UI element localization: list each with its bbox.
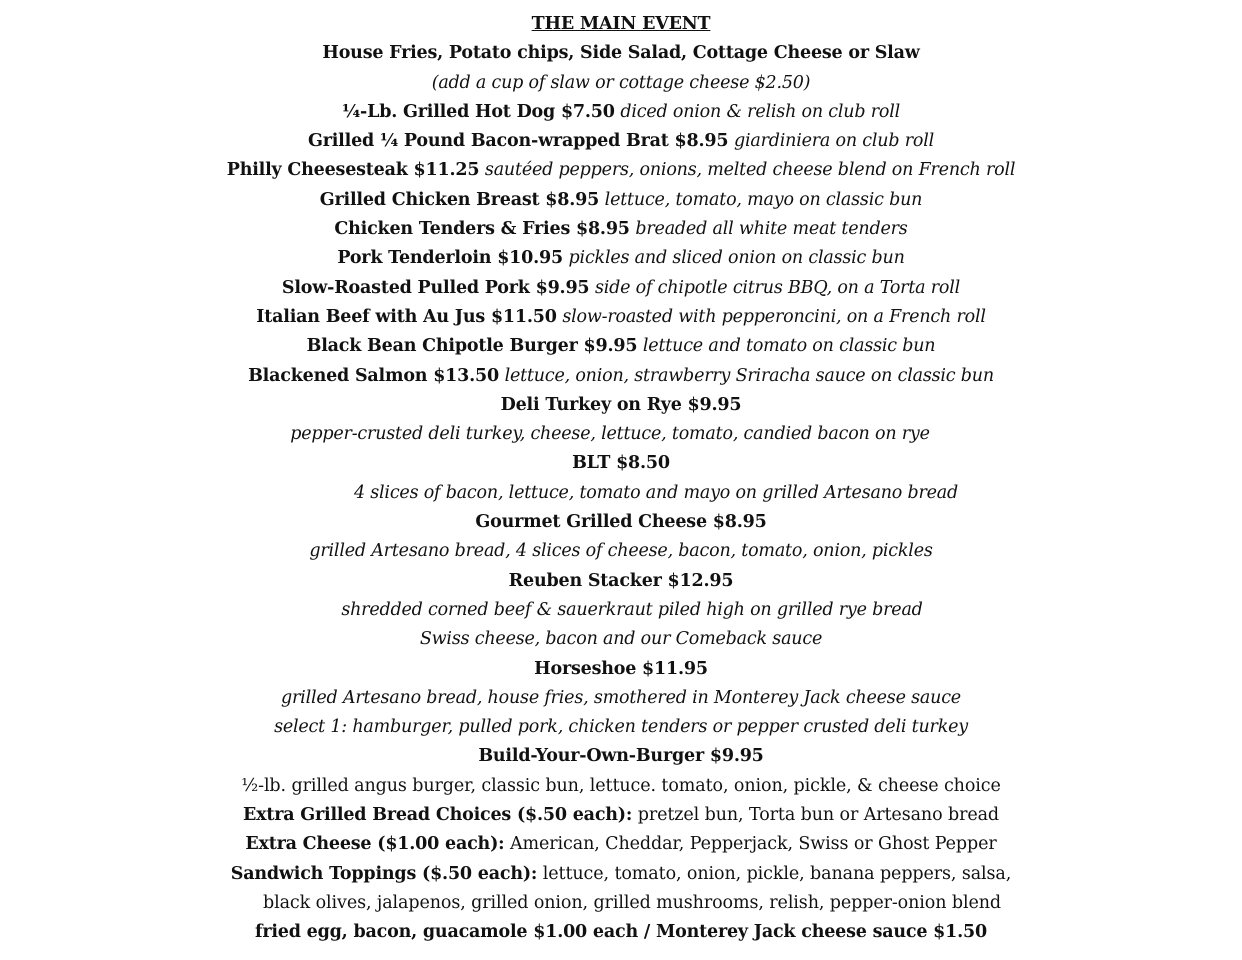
extra-bread-text: pretzel bun, Torta bun or Artesano bread: [637, 805, 1000, 826]
item-name: Italian Beef with Au Jus $11.50: [256, 306, 557, 327]
menu-item-salmon: [0, 362, 1242, 391]
menu-item-blt: [0, 449, 1242, 478]
item-name: Blackened Salmon $13.50: [248, 365, 499, 386]
sides-line: [0, 39, 1242, 68]
item-desc: ½-lb. grilled angus burger, classic bun, lettuce. tomato, onion, pickle, & cheese choice: [241, 775, 1001, 796]
item-desc: shredded corned beef & sauerkraut piled high on grilled rye bread: [341, 599, 923, 620]
reuben-desc-line-2: [0, 625, 1242, 654]
item-name: Black Bean Chipotle Burger $9.95: [306, 336, 638, 357]
menu-item-gourmet-grilled-cheese: [0, 508, 1242, 537]
item-desc: 4 slices of bacon, lettuce, tomato and mayo on grilled Artesano bread: [353, 482, 959, 503]
menu-page: [0, 10, 1242, 948]
item-desc: giardiniera on club roll: [733, 131, 935, 152]
menu-item-hot-dog: [0, 98, 1242, 127]
item-desc: lettuce and tomato on classic bun: [642, 336, 936, 357]
toppings-line: [0, 860, 1242, 889]
extra-bread-label: Extra Grilled Bread Choices ($.50 each):: [242, 805, 633, 826]
menu-item-deli-turkey: [0, 391, 1242, 420]
item-name: ¼-Lb. Grilled Hot Dog $7.50: [341, 101, 615, 122]
toppings-text: lettuce, tomato, onion, pickle, banana peppers, salsa,: [542, 863, 1012, 884]
item-name: Deli Turkey on Rye $9.95: [500, 394, 742, 415]
menu-title: THE MAIN EVENT: [531, 14, 711, 34]
item-name: Gourmet Grilled Cheese $8.95: [475, 512, 767, 533]
menu-item-pork-tenderloin: [0, 244, 1242, 273]
toppings-label: Sandwich Toppings ($.50 each):: [230, 863, 538, 884]
toppings-text-2: black olives, jalapenos, grilled onion, grilled mushrooms, relish, pepper-onion blend: [263, 892, 1001, 913]
item-desc: lettuce, tomato, mayo on classic bun: [604, 189, 923, 210]
item-desc: sautéed peppers, onions, melted cheese blend on French roll: [484, 160, 1016, 181]
sides-note-line: [0, 69, 1242, 98]
horseshoe-desc-line-1: [0, 684, 1242, 713]
menu-item-brat: [0, 127, 1242, 156]
menu-item-byob: [0, 742, 1242, 771]
menu-item-tenders: [0, 215, 1242, 244]
item-desc: diced onion & relish on club roll: [620, 101, 901, 122]
reuben-desc-line-1: [0, 596, 1242, 625]
item-name: Philly Cheesesteak $11.25: [226, 160, 480, 181]
extra-cheese-line: [0, 830, 1242, 859]
item-desc: pepper-crusted deli turkey, cheese, lettuce, tomato, candied bacon on rye: [290, 424, 930, 445]
menu-title-line: [0, 10, 1242, 39]
item-desc: side of chipotle citrus BBQ, on a Torta roll: [594, 277, 961, 298]
deli-turkey-desc-line: [0, 420, 1242, 449]
extra-bread-line: [0, 801, 1242, 830]
menu-item-philly: [0, 156, 1242, 185]
extra-cheese-label: Extra Cheese ($1.00 each):: [245, 834, 505, 855]
toppings-line-2: [0, 889, 1242, 918]
sides-text: House Fries, Potato chips, Side Salad, Cottage Cheese or Slaw: [322, 43, 920, 64]
menu-item-horseshoe: [0, 655, 1242, 684]
menu-item-pulled-pork: [0, 274, 1242, 303]
gourmet-desc-line: [0, 537, 1242, 566]
menu-item-italian-beef: [0, 303, 1242, 332]
menu-item-black-bean-burger: [0, 332, 1242, 361]
item-desc: select 1: hamburger, pulled pork, chicken tenders or pepper crusted deli turkey: [274, 717, 968, 738]
item-desc: pickles and sliced onion on classic bun: [568, 248, 905, 269]
premium-toppings-line: [0, 918, 1242, 947]
byob-desc-line: [0, 772, 1242, 801]
item-desc: breaded all white meat tenders: [635, 219, 908, 240]
sides-note: (add a cup of slaw or cottage cheese $2.50): [431, 72, 811, 93]
item-name: Pork Tenderloin $10.95: [337, 248, 563, 269]
item-desc: grilled Artesano bread, 4 slices of cheese, bacon, tomato, onion, pickles: [309, 541, 933, 562]
blt-desc-line: [0, 479, 1242, 508]
item-desc: Swiss cheese, bacon and our Comeback sauce: [419, 629, 823, 650]
extra-cheese-text: American, Cheddar, Pepperjack, Swiss or Ghost Pepper: [510, 834, 997, 855]
menu-item-chicken-breast: [0, 186, 1242, 215]
item-desc: lettuce, onion, strawberry Sriracha sauce on classic bun: [504, 365, 994, 386]
item-name: Reuben Stacker $12.95: [508, 570, 734, 591]
horseshoe-desc-line-2: [0, 713, 1242, 742]
item-name: Slow-Roasted Pulled Pork $9.95: [281, 277, 590, 298]
item-name: Build-Your-Own-Burger $9.95: [478, 746, 764, 767]
item-name: Grilled Chicken Breast $8.95: [319, 189, 600, 210]
item-desc: slow-roasted with pepperoncini, on a French roll: [562, 306, 986, 327]
item-name: BLT $8.50: [572, 453, 670, 474]
menu-item-reuben: [0, 567, 1242, 596]
item-name: Chicken Tenders & Fries $8.95: [334, 219, 630, 240]
premium-toppings: fried egg, bacon, guacamole $1.00 each / Monterey Jack cheese sauce $1.50: [255, 922, 987, 943]
item-desc: grilled Artesano bread, house fries, smothered in Monterey Jack cheese sauce: [281, 687, 961, 708]
item-name: Grilled ¼ Pound Bacon-wrapped Brat $8.95: [307, 131, 729, 152]
item-name: Horseshoe $11.95: [534, 658, 708, 679]
